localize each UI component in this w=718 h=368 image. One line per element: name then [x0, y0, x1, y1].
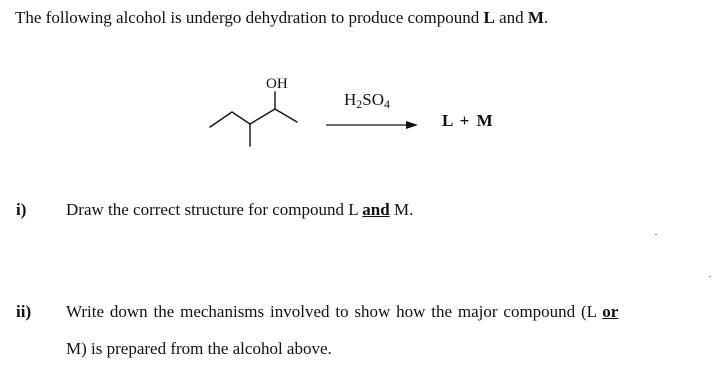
question-text-line: [66, 302, 618, 322]
intro-period: .: [543, 8, 549, 27]
compound-l-label: L: [483, 8, 495, 27]
underlined-and: and: [362, 200, 390, 219]
question-text: [66, 200, 413, 220]
question-text-part: Draw the correct structure for compound L: [66, 200, 363, 219]
intro-text: The following alcohol is undergo dehydration to produce compound: [15, 8, 484, 27]
question-text-line: M) is prepared from the alcohol above.: [66, 339, 332, 358]
reagent-h: H: [344, 90, 357, 109]
intro-sentence: [15, 8, 548, 28]
bond: [275, 109, 297, 122]
reagent-label: [344, 90, 390, 110]
reagent-sub-4: 4: [384, 97, 391, 111]
hydroxyl-label: OH: [266, 76, 288, 92]
question-text-part: M.: [389, 200, 414, 219]
bond: [210, 112, 232, 127]
question-text-part: Write down the mechanisms involved to show how the major compound (L: [66, 302, 603, 321]
alcohol-structure: [200, 74, 315, 154]
artifact-dot: [655, 234, 657, 235]
artifact-dot: [709, 276, 711, 277]
question-number: i): [16, 200, 27, 219]
bond: [232, 112, 250, 124]
underlined-or: or: [602, 302, 619, 321]
question-number: ii): [16, 302, 32, 321]
products-label: L + M: [442, 111, 493, 130]
intro-and: and: [494, 8, 528, 27]
compound-m-label: M: [527, 8, 544, 27]
reagent-so: SO: [362, 90, 385, 109]
bond: [250, 109, 275, 124]
reagent-sub-2: 2: [356, 97, 363, 111]
reaction-arrow-icon: [326, 118, 418, 132]
